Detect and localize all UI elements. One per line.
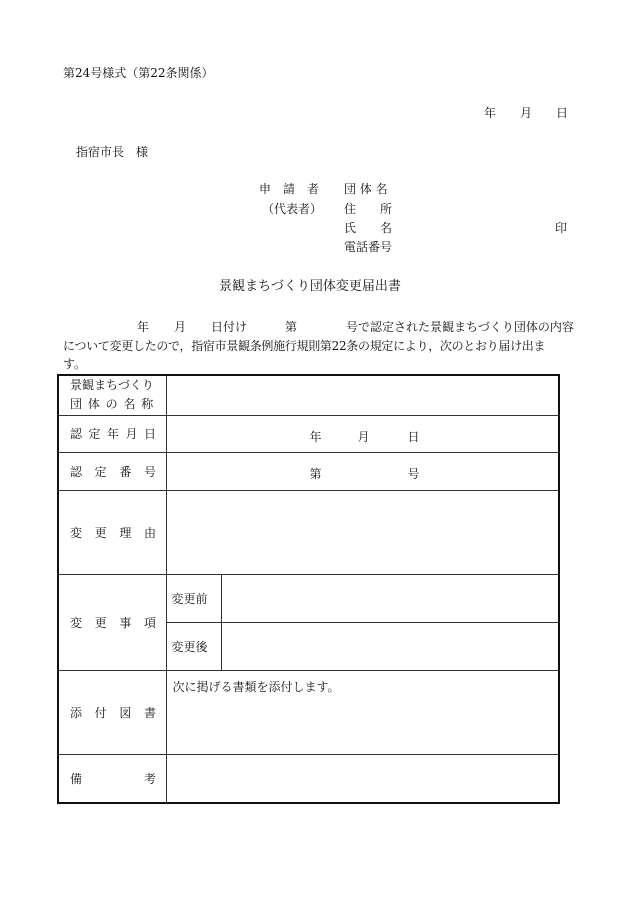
document-title: 景観まちづくり団体変更届出書 xyxy=(219,279,401,294)
row-remarks xyxy=(58,754,559,803)
cert-date-year: 年 xyxy=(309,429,322,444)
cert-date-label: 認定年月日 xyxy=(58,415,166,452)
after-value[interactable] xyxy=(221,622,559,670)
phone-field-label: 電話番号 xyxy=(344,240,393,254)
applicant-label: 申 請 者 xyxy=(259,182,320,196)
after-label: 変更後 xyxy=(166,622,221,670)
body-day: 日付け xyxy=(211,320,248,334)
org-name-label-line1: 景観まちづくり xyxy=(70,378,154,393)
change-matters-label: 変更事項 xyxy=(58,574,166,670)
change-details-table xyxy=(57,374,560,804)
row-change-before xyxy=(58,574,559,622)
row-org-name xyxy=(58,375,559,415)
cert-number-go: 号 xyxy=(407,466,420,481)
org-name-label-line2: 団 体 の 名 称 xyxy=(70,397,154,412)
name-field-label: 氏 名 xyxy=(344,221,393,235)
body-dai: 第 xyxy=(285,320,298,334)
cert-number-value[interactable] xyxy=(166,452,559,490)
address-field-label: 住 所 xyxy=(344,202,393,216)
seal-mark: 印 xyxy=(555,221,568,235)
row-attachments xyxy=(58,670,559,754)
row-cert-number xyxy=(58,452,559,490)
date-month: 月 xyxy=(520,106,533,120)
body-line3: す。 xyxy=(63,357,87,371)
remarks-label-1: 備 xyxy=(70,771,83,786)
attachments-note: 次に掲げる書類を添付します。 xyxy=(172,679,340,694)
remarks-value[interactable] xyxy=(166,754,559,803)
cert-number-label: 認定番号 xyxy=(58,452,166,490)
cert-date-month: 月 xyxy=(357,429,370,444)
form-number: 第24号様式（第22条関係） xyxy=(63,66,214,80)
addressee: 指宿市長 様 xyxy=(76,145,149,159)
date-year: 年 xyxy=(484,106,497,120)
representative-label: （代表者） xyxy=(262,202,323,216)
change-reason-value[interactable] xyxy=(166,490,559,574)
change-reason-label: 変更理由 xyxy=(58,490,166,574)
cert-number-dai: 第 xyxy=(309,466,322,481)
attachments-value[interactable] xyxy=(166,670,559,754)
body-year: 年 xyxy=(137,320,150,334)
org-name-value[interactable] xyxy=(166,375,559,415)
attachments-label: 添付図書 xyxy=(58,670,166,754)
body-month: 月 xyxy=(174,320,187,334)
before-value[interactable] xyxy=(221,574,559,622)
org-name-field-label: 団 体 名 xyxy=(344,182,388,196)
remarks-label xyxy=(58,754,166,803)
date-day: 日 xyxy=(556,106,569,120)
org-name-label xyxy=(58,375,166,415)
body-line1-rest: 号で認定された景観まちづくり団体の内容 xyxy=(346,320,574,334)
before-label: 変更前 xyxy=(166,574,221,622)
body-line2: について変更したので，指宿市景観条例施行規則第22条の規定により，次のとおり届け出ま xyxy=(63,339,546,353)
remarks-label-2: 考 xyxy=(143,771,156,786)
cert-date-value[interactable] xyxy=(166,415,559,452)
row-cert-date xyxy=(58,415,559,452)
row-change-reason xyxy=(58,490,559,574)
cert-date-day: 日 xyxy=(407,429,420,444)
